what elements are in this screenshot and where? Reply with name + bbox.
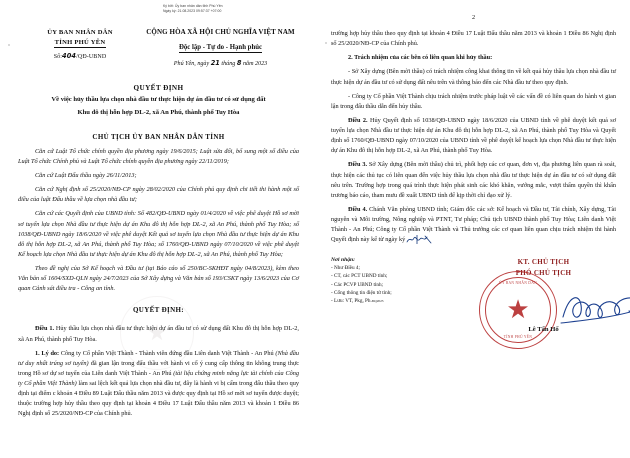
national-heading <box>142 28 299 67</box>
article-4 <box>331 205 616 246</box>
place-date-prefix: Phú Yên, ngày <box>173 61 210 67</box>
article-1-item-2-label: 2. Trách nhiệm của các bên có liên quan khi hủy thầu: <box>348 54 493 62</box>
recipient-item-last <box>331 297 471 305</box>
article-2-text: Hủy Quyết định số 1038/QĐ-UBND ngày 18/6/2020 của UBND tỉnh về phê duyệt kết quả sơ tuyển lựa chọn Nhà đầu tư thực hiện dự án Khu đô thị hỗn hợp DL-2, xã An Phú, thành phố Tuy Hòa và Quyết định số 1760/QĐ-UBND ngày 07/10/2020 của UBND tỉnh về phê duyệt kế hoạch lựa chọn Nhà đầu tư thực hiện dự án Khu đô thị hỗn hợp DL-2, xã An Phú, thành phố Tuy Hòa. <box>331 116 617 155</box>
signature-stamp-date: Ngày ký: 21.08.2023 09:57:37 +07:00 <box>163 8 222 13</box>
doc-number-value: 404 <box>62 52 77 61</box>
background-seal-watermark <box>120 296 194 370</box>
recipient-item: - Như Điều 4; <box>331 265 360 272</box>
decision-heading: QUYẾT ĐỊNH: <box>133 306 184 315</box>
legal-basis-5: Theo đề nghị của Sở Kế hoạch và Đầu tư (tại Báo cáo số 250/BC-SKHĐT ngày 04/8/2023), kèm theo Văn bản số 1604/SXD-QLN ngày 24/7/2023 của Sở Xây dựng và Văn bản số 193/CSKT ngày 13/6/2023 của Cơ quan Cảnh sát điều tra - Công an tỉnh. <box>18 265 299 293</box>
date-day: 21 <box>210 59 220 67</box>
article-4-label: Điều 4. <box>348 205 368 213</box>
signer-role-line2: PHÓ CHỦ TỊCH <box>515 268 572 277</box>
seal-top-text: ỦY BAN NHÂN DÂN <box>498 281 537 286</box>
official-seal <box>479 271 557 349</box>
seal-star-icon: ★ <box>506 295 530 325</box>
issuing-authority: CHỦ TỊCH ỦY BAN NHÂN DÂN TỈNH <box>92 132 225 141</box>
doc-number-prefix: Số: <box>53 54 63 61</box>
signature-stamp-signed-by: Ký bởi: Ủy ban nhân dân tỉnh Phú Yên <box>163 4 223 8</box>
nation-title: CỘNG HÒA XÃ HỘI CHỦ NGHĨA VIỆT NAM <box>146 28 295 36</box>
national-motto: Độc lập - Tự do - Hạnh phúc <box>178 44 263 51</box>
document-column-page-2 <box>315 0 630 458</box>
signer-name: Lê Tấn Hổ <box>528 326 559 334</box>
seal-bottom-text: TỈNH PHÚ YÊN <box>503 335 533 340</box>
recipients-list <box>331 264 471 304</box>
org-name-line2: TỈNH PHÚ YÊN <box>54 38 107 49</box>
article-4-text: Chánh Văn phòng UBND tỉnh; Giám đốc các sở: Kế hoạch và Đầu tư, Tài chính, Xây dựng, Tài nguyên và Môi trường, Nông nghiệp và PTNT, Tư pháp; Chủ tịch UBND thành phố Tuy Hòa; Liên danh Việt Thành - An Phú; Công ty Cổ phần Việt Thành và Thủ trưởng các cơ quan liên quan chịu trách nhiệm thi hành Quyết định này kể từ ngày ký <box>331 205 617 244</box>
recipients-title: Nơi nhận: <box>331 257 355 264</box>
document-subtitle-line1: Về việc hủy thầu lựa chọn nhà đầu tư thực hiện dự án đầu tư có sử dụng đất <box>51 96 266 103</box>
scan-speck <box>8 44 10 46</box>
article-1-item-2-bullet-1: - Sở Xây dựng (Bên mời thầu) có trách nhiệm công khai thông tin về kết quả hủy thầu lựa chọn nhà đầu tư thực hiện dự án đầu tư có sử dụng đất nêu trên và thông báo đến các Nhà đầu tư theo quy định. <box>331 68 616 86</box>
document-number <box>18 52 142 60</box>
document-subtitle-line2: Khu đô thị hỗn hợp DL-2, xã An Phú, thành phố Tuy Hòa <box>77 108 240 116</box>
article-1-item-1-italic-2: (tài liệu chứng minh năng lực tài chính của Công ty Cổ phần Việt Thành) <box>18 369 299 388</box>
legal-basis-2: Căn cứ Luật Đấu thầu ngày 26/11/2013; <box>35 172 137 180</box>
article-1-label: Điều 1. <box>35 325 55 333</box>
legal-basis-1: Căn cứ Luật Tổ chức chính quyền địa phương ngày 19/6/2015; Luật sửa đổi, bổ sung một số điều của Luật Tổ chức Chính phủ và Luật Tổ chức chính quyền địa phương ngày 22/11/2019; <box>18 147 299 165</box>
handwritten-initials-icon <box>405 235 435 244</box>
date-month-word: tháng <box>221 61 236 67</box>
closing-block <box>331 257 616 340</box>
article-1-item-1-italic-1: (Nhà đầu tư duy nhất trúng sơ tuyển) <box>18 349 299 367</box>
article-1-item-1-text-b: đã gian lận trong đấu thầu với hành vi cố ý cung cấp thông tin không trung thực trong Hồ sơ dự sơ tuyển của Liên danh Việt Thành - An Phú <box>18 359 299 377</box>
signature-block <box>471 257 616 340</box>
recipient-item: - Cổng thông tin điện tử tỉnh; <box>331 289 392 296</box>
signer-role-line1: KT. CHỦ TỊCH <box>517 258 570 267</box>
document-header <box>18 28 299 67</box>
recipients-block <box>331 257 471 304</box>
article-2-label: Điều 2. <box>348 116 368 124</box>
date-month: 8 <box>236 59 242 67</box>
article-3-text: Sở Xây dựng (Bên mời thầu) chủ trì, phối hợp các cơ quan, đơn vị, địa phương liên quan rà soát, thực hiện các thủ tục có liên quan đến việc hủy thầu lựa chọn nhà đầu tư thực hiện dự án đầu tư có sử dụng đất nêu trên. Trường hợp trong quá trình thực hiện phát sinh các khó khăn, vướng mắc, vượt thẩm quyền thì khẩn trương báo cáo, tham mưu đề xuất UBND tỉnh để kịp thời chỉ đạo xử lý. <box>331 161 616 199</box>
legal-basis-4: Căn cứ các Quyết định của UBND tỉnh: Số 482/QĐ-UBND ngày 01/4/2020 về việc phê duyệt Hồ sơ mời sơ tuyển lựa chọn Nhà đầu tư thực hiện dự án Khu đô thị hỗn hợp DL-2, xã An Phú, thành phố Tuy Hòa; số 1038/QĐ-UBND ngày 18/6/2020 về việc phê duyệt Kết quả sơ tuyển lựa chọn Nhà đầu tư thực hiện dự án Khu đô thị hỗn hợp DL-2, xã An Phú, thành phố Tuy Hòa; số 1760/QĐ-UBND ngày 07/10/2020 về việc phê duyệt Kế hoạch lựa chọn Nhà đầu tư thực hiện dự án Khu đô thị hỗn hợp DL-2, xã An Phú, thành phố Tuy Hòa; <box>18 210 299 258</box>
article-1-item-1-continued: trường hợp hủy thầu theo quy định tại khoản 4 Điều 17 Luật Đấu thầu năm 2013 và khoản 1 Điều 86 Nghị định số 25/2020/NĐ-CP của Chính phủ. <box>331 30 616 48</box>
article-1-item-1-text-c: làm sai lệch kết quả lựa chọn nhà đầu tư, đây là hành vi bị cấm trong đấu thầu theo quy định tại điểm c khoản 4 Điều 89 Luật Đấu thầu năm 2013 và được quy định tại Hồ sơ mời sơ tuyển được duyệt; thuộc trường hợp hủy thầu theo quy định tại khoản 4 Điều 17 Luật Đấu thầu năm 2013 và khoản 1 Điều 86 Nghị định số 25/2020/NĐ-CP của Chính phủ. <box>18 380 299 418</box>
issuing-organization <box>18 28 142 60</box>
article-1-text: Hủy thầu lựa chọn nhà đầu tư thực hiện dự án đầu tư có sử dụng đất Khu đô thị hỗn hợp DL-2, xã An Phú, thành phố Tuy Hòa. <box>18 325 299 343</box>
org-name-line1: ỦY BAN NHÂN DÂN <box>47 29 113 36</box>
article-1-item-2-bullet-2: - Công ty Cổ phần Việt Thành chịu trách nhiệm trước pháp luật về các vấn đề có liên quan do hành vi gian lận trong đấu thầu dẫn đến hủy thầu. <box>331 92 616 110</box>
handwritten-signature-icon <box>559 287 630 329</box>
seal-star-icon: ★ <box>147 320 167 345</box>
page-number: 2 <box>471 14 476 21</box>
recipient-file-code: ĐQ2023 <box>371 298 384 303</box>
recipient-item: - Các PCVP UBND tỉnh; <box>331 281 383 288</box>
article-2 <box>331 116 616 157</box>
digital-signature-stamp <box>163 4 223 14</box>
recipient-item: - CT, các PCT UBND tỉnh; <box>331 273 388 280</box>
scan-speck <box>325 42 327 44</box>
legal-basis-3: Căn cứ Nghị định số 25/2020/NĐ-CP ngày 28/02/2020 của Chính phủ quy định chi tiết thi hành một số điều của luật Đấu thầu về lựa chọn nhà đầu tư; <box>18 186 299 204</box>
document-title: QUYẾT ĐỊNH <box>133 84 184 92</box>
place-and-date <box>142 59 299 67</box>
recipient-item-last-text: - Lưu: VT, Pkg, Ph. <box>331 297 372 304</box>
article-3-label: Điều 3. <box>348 161 368 169</box>
doc-number-suffix: /QĐ-UBND <box>76 54 107 61</box>
document-title-block <box>18 84 299 118</box>
article-3 <box>331 160 616 201</box>
article-1-item-1-label: 1. Lý do: <box>35 349 60 357</box>
date-year: năm 2023 <box>242 61 268 67</box>
article-1-item-1-text-a: Công ty Cổ phần Việt Thành - Thành viên đứng đầu Liên danh Việt Thành - An Phú <box>60 349 274 357</box>
